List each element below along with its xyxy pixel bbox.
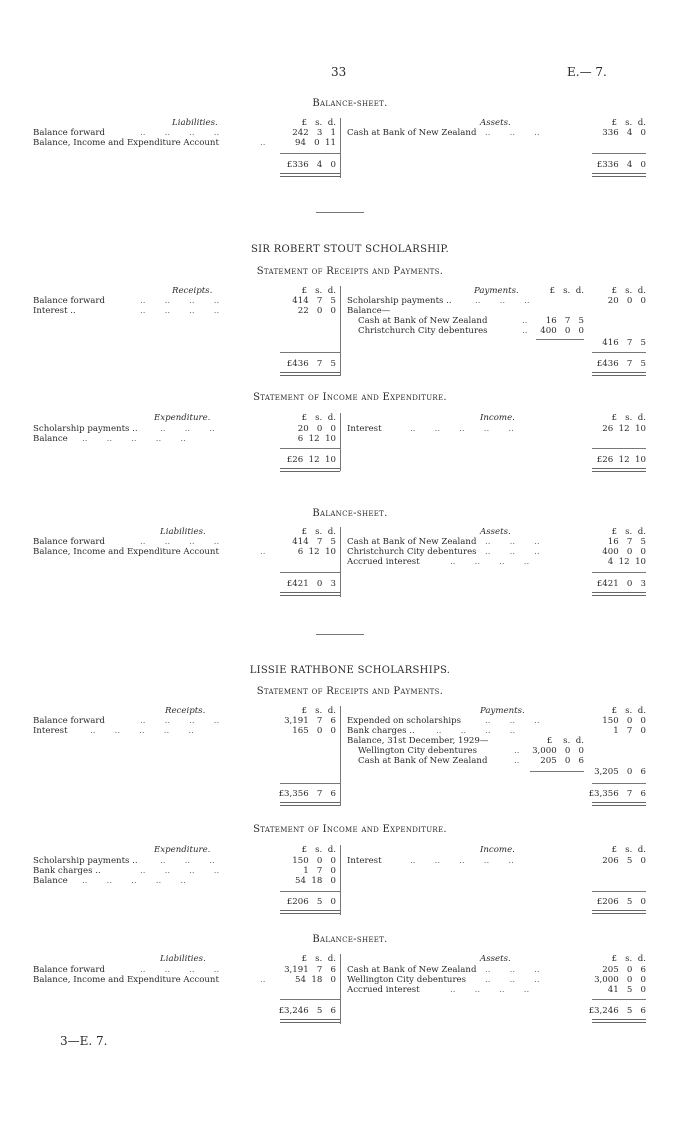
ledger-amount: 41 5 0	[607, 985, 646, 995]
leader-dots: .. .. ..	[485, 975, 540, 985]
leader-dots: .. .. .. ..	[140, 296, 220, 306]
ledger-amount: 54 18 0	[295, 975, 336, 985]
ledger-amount: 94 0 11	[295, 138, 336, 148]
total-amount: £3,356 7 6	[278, 789, 336, 799]
total-amount: £3,246 5 6	[588, 1006, 646, 1016]
ledger-amount: 6 12 10	[297, 547, 336, 557]
ledger-amount: 26 12 10	[602, 424, 646, 434]
ledger-amount: 1 7 0	[303, 866, 336, 876]
leader-dots: .. .. ..	[485, 965, 540, 975]
leader-dots: .. .. ..	[485, 716, 540, 726]
ledger-row-label: Scholarship payments ..	[33, 856, 138, 866]
ledger-row-label: Cash at Bank of New Zealand	[347, 128, 477, 138]
leader-dots: .. .. ..	[485, 537, 540, 547]
leader-dots: .. .. .. .. ..	[410, 424, 514, 434]
ledger-row-label: Interest	[347, 856, 382, 866]
ledger-row-label: Balance, 31st December, 1929—	[347, 736, 489, 746]
sub-amount: 205 0 6	[540, 756, 584, 766]
ledger-row-label: Interest	[33, 726, 68, 736]
total-amount: £3,246 5 6	[278, 1006, 336, 1016]
ledger-row-label: Christchurch City debentures	[358, 326, 488, 336]
currency-header: £ s. d.	[549, 286, 584, 296]
ledger-amount: 205 0 6	[602, 965, 646, 975]
leader-dots: .. .. .. .. ..	[82, 434, 186, 444]
income-expenditure-title: Statement of Income and Expenditure.	[253, 824, 447, 835]
document-reference: E.— 7.	[567, 65, 607, 79]
footer-reference: 3—E. 7.	[60, 1034, 108, 1048]
ledger-row-label: Bank charges ..	[347, 726, 415, 736]
leader-dots: ..	[514, 746, 520, 756]
total-amount: £436 7 5	[286, 359, 336, 369]
sub-amount: 16 7 5	[545, 316, 584, 326]
total-amount: £206 5 0	[286, 897, 336, 907]
income-heading: Income.	[480, 413, 515, 423]
leader-dots: .. .. .. ..	[140, 537, 220, 547]
total-amount: £336 4 0	[596, 160, 646, 170]
ledger-row-label: Interest	[347, 424, 382, 434]
total-amount: £421 0 3	[286, 579, 336, 589]
receipts-heading: Receipts.	[172, 286, 213, 296]
ledger-row-label: Balance forward	[33, 965, 106, 975]
ledger-row-label: Accrued interest	[347, 985, 420, 995]
currency-header: £ s. d.	[611, 527, 646, 537]
ledger-row-label: Balance forward	[33, 296, 106, 306]
liabilities-heading: Liabilities.	[160, 527, 206, 537]
ledger-amount: 400 0 0	[602, 547, 646, 557]
leader-dots: ..	[260, 547, 266, 557]
ledger-row-label: Balance, Income and Expenditure Account	[33, 547, 219, 557]
leader-dots: .. .. ..	[485, 547, 540, 557]
leader-dots: .. .. .. .. ..	[90, 726, 194, 736]
receipts-heading: Receipts.	[165, 706, 206, 716]
leader-dots: .. .. .. .. ..	[410, 856, 514, 866]
ledger-amount: 6 12 10	[297, 434, 336, 444]
total-amount: £421 0 3	[596, 579, 646, 589]
ledger-amount: 16 7 5	[607, 537, 646, 547]
ledger-row-label: Christchurch City debentures	[347, 547, 477, 557]
ledger-row-label: Balance forward	[33, 716, 106, 726]
ledger-amount: 4 12 10	[607, 557, 646, 567]
ledger-amount: 150 0 0	[602, 716, 646, 726]
sub-amount: 400 0 0	[540, 326, 584, 336]
leader-dots: .. .. .. ..	[436, 726, 516, 736]
ledger-amount: 206 5 0	[602, 856, 646, 866]
total-amount: £3,356 7 6	[588, 789, 646, 799]
ledger-row-label: Accrued interest	[347, 557, 420, 567]
ledger-row-label: Expended on scholarships	[347, 716, 462, 726]
ledger-amount: 54 18 0	[295, 876, 336, 886]
fund-title: LISSIE RATHBONE SCHOLARSHIPS.	[249, 665, 451, 676]
ledger-row-label: Scholarship payments ..	[347, 296, 452, 306]
ledger-row-label: Balance	[33, 876, 68, 886]
ledger-row-label: Wellington City debentures	[358, 746, 478, 756]
total-amount: £436 7 5	[596, 359, 646, 369]
leader-dots: .. .. .. ..	[140, 128, 220, 138]
ledger-amount: 20 0 0	[607, 296, 646, 306]
leader-dots: .. .. .. ..	[450, 985, 530, 995]
ledger-row-label: Balance, Income and Expenditure Account	[33, 975, 219, 985]
receipts-payments-title: Statement of Receipts and Payments.	[256, 266, 444, 277]
fund-title: SIR ROBERT STOUT SCHOLARSHIP.	[251, 244, 449, 255]
currency-header: £ s. d.	[611, 845, 646, 855]
leader-dots: .. .. .. ..	[450, 557, 530, 567]
leader-dots: .. .. .. ..	[140, 306, 220, 316]
subtotal-amount: 416 7 5	[602, 338, 646, 348]
leader-dots: .. .. ..	[475, 296, 530, 306]
ledger-row-label: Scholarship payments ..	[33, 424, 138, 434]
total-amount: £26 12 10	[286, 455, 336, 465]
leader-dots: ..	[514, 756, 520, 766]
ledger-row-label: Cash at Bank of New Zealand	[347, 965, 477, 975]
ledger-row-label: Wellington City debentures	[347, 975, 467, 985]
total-amount: £336 4 0	[286, 160, 336, 170]
ledger-amount: 22 0 0	[297, 306, 336, 316]
currency-header: £ s. d.	[611, 413, 646, 423]
subtotal-amount: 3,205 0 6	[594, 767, 646, 777]
currency-header: £ s. d.	[611, 286, 646, 296]
ledger-row-label: Cash at Bank of New Zealand	[347, 537, 477, 547]
leader-dots: .. .. ..	[485, 128, 540, 138]
ledger-amount: 1 7 0	[613, 726, 646, 736]
currency-header: £ s. d.	[301, 286, 336, 296]
currency-header: £ s. d.	[301, 845, 336, 855]
liabilities-heading: Liabilities.	[172, 118, 218, 128]
ledger-amount: 3,191 7 6	[284, 965, 336, 975]
leader-dots: ..	[260, 975, 266, 985]
ledger-row-label: Balance	[33, 434, 68, 444]
income-heading: Income.	[480, 845, 515, 855]
assets-heading: Assets.	[480, 118, 511, 128]
leader-dots: .. .. .. .. ..	[82, 876, 186, 886]
ledger-row-label: Bank charges ..	[33, 866, 101, 876]
expenditure-heading: Expenditure.	[154, 845, 211, 855]
leader-dots: .. .. .. ..	[140, 716, 220, 726]
currency-header: £ s. d.	[301, 706, 336, 716]
leader-dots: ..	[260, 138, 266, 148]
payments-heading: Payments.	[474, 286, 519, 296]
payments-heading: Payments.	[480, 706, 525, 716]
ledger-row-label: Cash at Bank of New Zealand	[358, 756, 488, 766]
receipts-payments-title: Statement of Receipts and Payments.	[256, 686, 444, 697]
ledger-row-label: Interest ..	[33, 306, 76, 316]
currency-header: £ s. d.	[301, 527, 336, 537]
ledger-row-label: Balance forward	[33, 537, 106, 547]
ledger-row-label: Cash at Bank of New Zealand	[358, 316, 488, 326]
ledger-row-label: Balance, Income and Expenditure Account	[33, 138, 219, 148]
currency-header: £ s. d.	[301, 413, 336, 423]
ledger-amount: 414 7 5	[292, 537, 336, 547]
total-amount: £26 12 10	[596, 455, 646, 465]
currency-header: £ s. d.	[301, 118, 336, 128]
currency-header: £ s. d.	[611, 706, 646, 716]
liabilities-heading: Liabilities.	[160, 954, 206, 964]
leader-dots: .. .. ..	[160, 856, 215, 866]
balance-sheet-title: Balance-sheet.	[312, 934, 388, 945]
ledger-amount: 20 0 0	[297, 424, 336, 434]
ledger-row-label: Balance forward	[33, 128, 106, 138]
income-expenditure-title: Statement of Income and Expenditure.	[253, 392, 447, 403]
sub-amount: 3,000 0 0	[532, 746, 584, 756]
leader-dots: .. .. .. ..	[140, 866, 220, 876]
assets-heading: Assets.	[480, 527, 511, 537]
leader-dots: .. .. .. ..	[140, 965, 220, 975]
ledger-amount: 165 0 0	[292, 726, 336, 736]
currency-header: £ s. d.	[611, 118, 646, 128]
expenditure-heading: Expenditure.	[154, 413, 211, 423]
balance-sheet-title: Balance-sheet.	[312, 508, 388, 519]
section1-title: Balance-sheet.	[312, 98, 388, 109]
ledger-amount: 414 7 5	[292, 296, 336, 306]
ledger-amount: 150 0 0	[292, 856, 336, 866]
leader-dots: ..	[522, 326, 528, 336]
ledger-row-label: Balance—	[347, 306, 391, 316]
leader-dots: ..	[522, 316, 528, 326]
currency-header: £ s. d.	[611, 954, 646, 964]
assets-heading: Assets.	[480, 954, 511, 964]
ledger-amount: 242 3 1	[292, 128, 336, 138]
ledger-amount: 336 4 0	[602, 128, 646, 138]
ledger-amount: 3,000 0 0	[594, 975, 646, 985]
leader-dots: .. .. ..	[160, 424, 215, 434]
total-amount: £206 5 0	[596, 897, 646, 907]
page-number: 33	[331, 65, 347, 79]
ledger-amount: 3,191 7 6	[284, 716, 336, 726]
sub-currency-header: £ s. d.	[546, 736, 584, 746]
currency-header: £ s. d.	[301, 954, 336, 964]
